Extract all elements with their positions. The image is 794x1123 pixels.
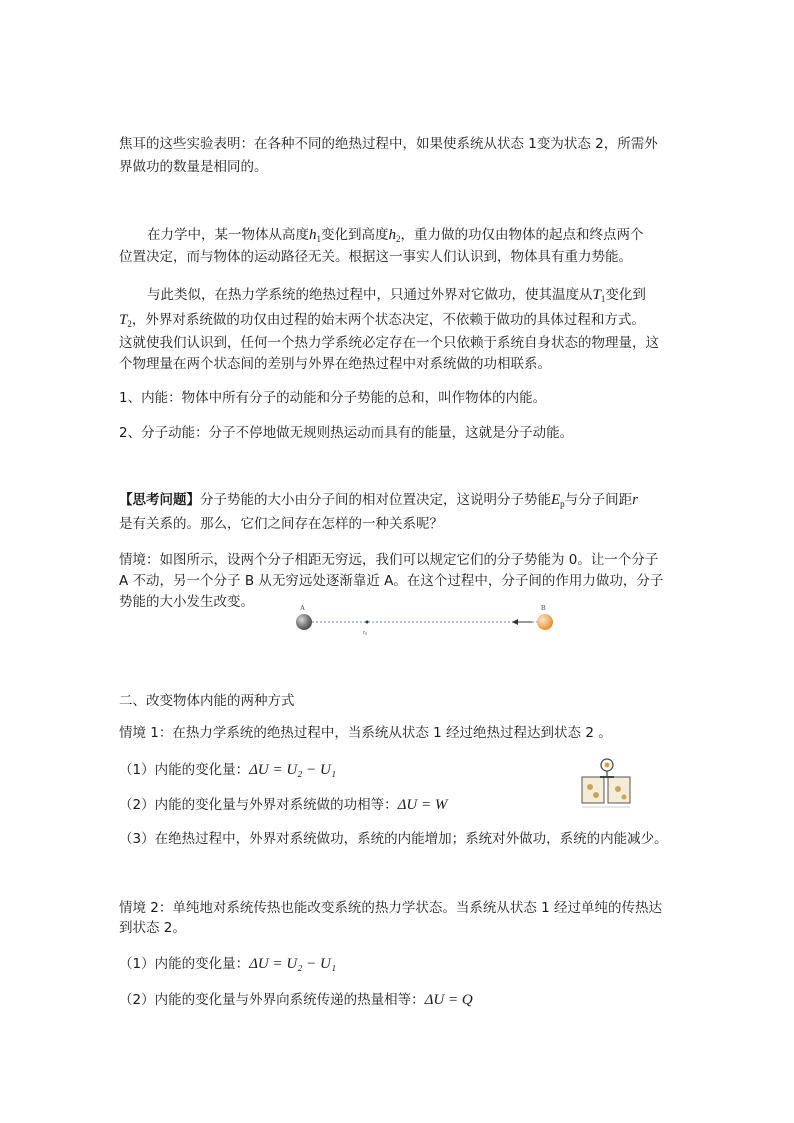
definition-internal-energy: 1、内能：物体中所有分子的动能和分子势能的总和，叫作物体的内能。 <box>119 390 547 406</box>
paragraph-analogy-line-4: 个物理量在两个状态间的差别与外界在绝热过程中对系统做的功相联系。 <box>119 356 551 372</box>
equation-delta-u-w: ΔU = W <box>397 797 448 813</box>
equation-delta-u-q: ΔU = Q <box>424 992 473 1008</box>
equation-delta-u-1: ΔU = U₂ − U₁ <box>249 762 337 778</box>
scenario-line-1: 情境：如图所示，设两个分子相距无穷远，我们可以规定它们的分子势能为 0。让一个分子 <box>119 552 659 568</box>
math-ep: $E_p$ <box>551 492 565 509</box>
think-question-line-2: 是有关系的。那么，它们之间存在怎样的一种关系呢？ <box>119 516 443 532</box>
scenario-1-item-3: （3）在绝热过程中，外界对系统做功，系统的内能增加；系统对外做功，系统的内能减少。 <box>119 831 668 847</box>
paragraph-mechanics-line-1: 在力学中，某一物体从高度$h_1$变化到高度$h_2$，重力做的功仅由物体的起点和终点两个 <box>147 227 644 244</box>
math-t1: $T_1$ <box>592 287 606 304</box>
think-question-tag: 【思考问题】 <box>119 492 200 508</box>
scenario-1-item-2: （2）内能的变化量与外界对系统做的功相等：ΔU = W <box>119 797 448 813</box>
molecule-a-label: A <box>300 604 306 612</box>
equation-delta-u-2: ΔU = U₂ − U₁ <box>249 956 337 972</box>
paragraph-analogy-line-1: 与此类似，在热力学系统的绝热过程中，只通过外界对它做功，使其温度从$T_1$变化到 <box>147 287 646 304</box>
scenario-2-item-2: （2）内能的变化量与外界向系统传递的热量相等：ΔU = Q <box>119 992 473 1008</box>
scenario-2-intro-line-1: 情境 2：单纯地对系统传热也能改变系统的热力学状态。当系统从状态 1 经过单纯的传热达 <box>119 900 663 916</box>
scenario-line-3: 势能的大小发生改变。 <box>119 594 254 610</box>
molecule-b <box>537 614 553 630</box>
molecule-a <box>296 614 312 630</box>
math-h1: $h_1$ <box>309 227 321 244</box>
apparatus-figure <box>580 755 636 811</box>
r0-point <box>366 621 369 624</box>
molecules-figure <box>290 600 560 640</box>
math-t2: $T_2$ <box>119 312 132 329</box>
paragraph-joule-line-1: 焦耳的这些实验表明：在各种不同的绝热过程中，如果使系统从状态 1变为状态 2，所需外 <box>119 136 658 152</box>
scenario-line-2: A 不动，另一个分子 B 从无穷远处逐渐靠近 A。在这个过程中，分子间的作用力做功，分子 <box>119 573 664 589</box>
scenario-2-item-1: （1）内能的变化量：ΔU = U₂ − U₁ <box>119 956 337 972</box>
think-question-line-1: 【思考问题】分子势能的大小由分子间的相对位置决定，这说明分子势能$E_p$与分子间距r <box>119 492 639 509</box>
apparatus-left-container <box>582 777 604 803</box>
scenario-2-intro-line-2: 到状态 2。 <box>119 920 186 936</box>
paragraph-analogy-line-2: $T_2$，外界对系统做的功仅由过程的始末两个状态决定，不依赖于做功的具体过程和方式。 <box>119 312 645 329</box>
scenario-1-item-1: （1）内能的变化量：ΔU = U₂ − U₁ <box>119 762 337 778</box>
r0-label: r0 <box>363 630 367 636</box>
paragraph-analogy-line-3: 这就使我们认识到，任何一个热力学系统必定存在一个只依赖于系统自身状态的物理量，这 <box>119 335 659 351</box>
paragraph-joule-line-2: 界做功的数量是相同的。 <box>119 159 268 175</box>
math-r: r <box>632 492 639 508</box>
left-arrow-icon <box>512 619 518 625</box>
paragraph-mechanics-line-2: 位置决定，而与物体的运动路径无关。根据这一事实人们认识到，物体具有重力势能。 <box>119 249 632 265</box>
math-h2: $h_2$ <box>388 227 401 244</box>
molecule-b-label: B <box>541 604 546 612</box>
scenario-1-intro: 情境 1：在热力学系统的绝热过程中，当系统从状态 1 经过绝热过程达到状态 2 。 <box>119 725 612 741</box>
section-2-title: 二、改变物体内能的两种方式 <box>119 693 295 709</box>
definition-molecular-kinetic-energy: 2、分子动能：分子不停地做无规则热运动而具有的能量，这就是分子动能。 <box>119 425 574 441</box>
